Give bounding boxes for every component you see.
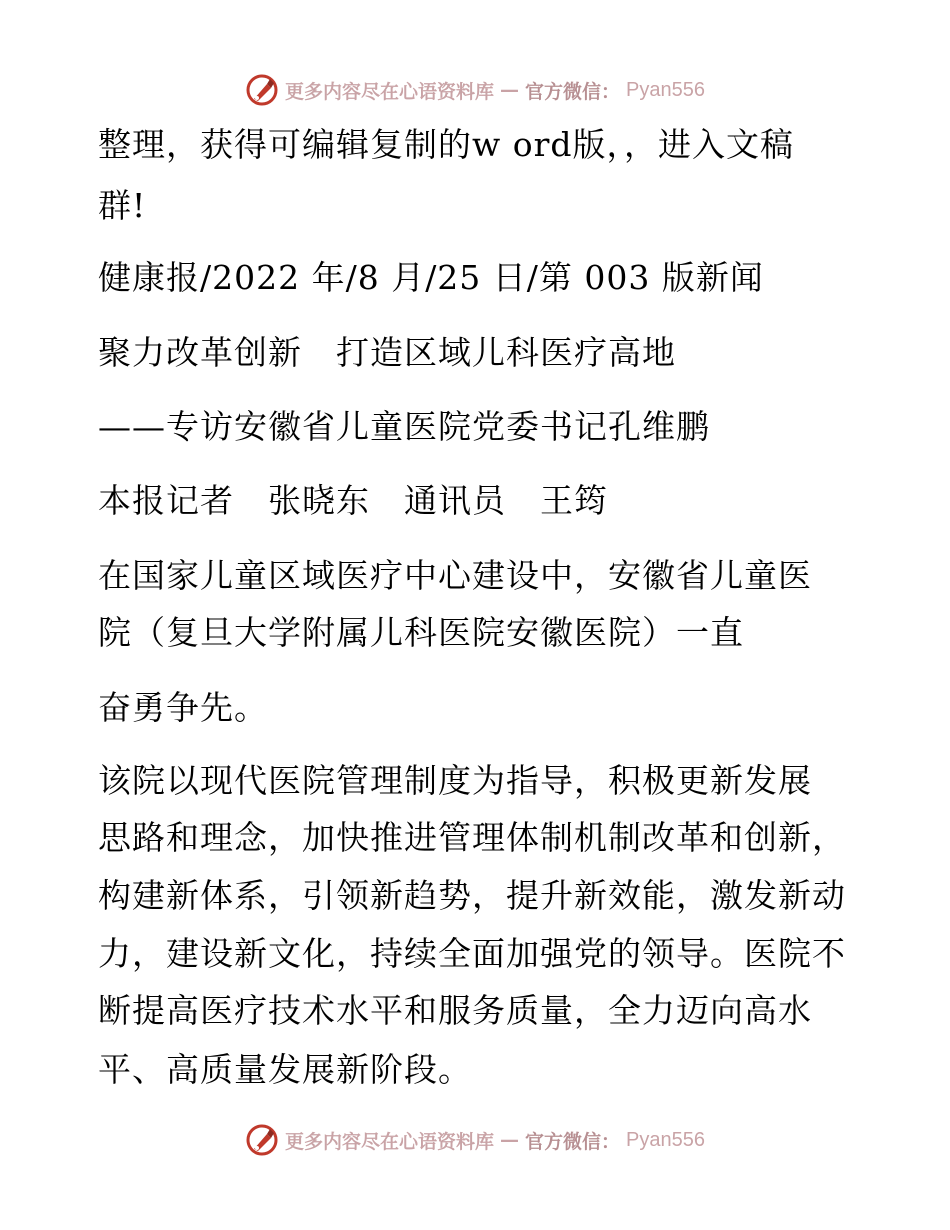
body-line: 院（复旦大学附属儿科医院安徽医院）一直 (98, 613, 744, 652)
watermark-dash: — (500, 79, 520, 101)
body-line: 思路和理念，加快推进管理体制机制改革和创新， (98, 818, 846, 857)
body-line: 整理，获得可编辑复制的w ord版，，进入文稿 (98, 125, 795, 164)
watermark-wechat-label: 官方微信： (525, 1130, 621, 1153)
pen-logo-icon (245, 73, 279, 107)
body-line: 构建新体系，引领新趋势，提升新效能，激发新动 (98, 876, 846, 915)
watermark-wechat-id: Pyan556 (626, 78, 705, 101)
watermark-text: 更多内容尽在心语资料库 (285, 80, 495, 103)
footer-watermark (0, 1120, 950, 1160)
watermark-dash: — (500, 1129, 520, 1151)
body-line: 在国家儿童区域医疗中心建设中，安徽省儿童医 (98, 556, 812, 595)
header-watermark (0, 70, 950, 110)
body-line: 断提高医疗技术水平和服务质量，全力迈向高水 (98, 991, 812, 1030)
body-line: 平、高质量发展新阶段。 (98, 1050, 472, 1089)
pen-logo-icon (245, 1123, 279, 1157)
body-line: 本报记者 张晓东 通讯员 王筠 (98, 481, 608, 520)
body-line: 健康报/2022 年/8 月/25 日/第 003 版新闻 (98, 258, 764, 297)
watermark-wechat-label: 官方微信： (525, 80, 621, 103)
watermark-wechat-id: Pyan556 (626, 1128, 705, 1151)
body-line: 聚力改革创新 打造区域儿科医疗高地 (98, 333, 676, 372)
body-line: ——专访安徽省儿童医院党委书记孔维鹏 (98, 407, 710, 446)
body-line: 力，建设新文化，持续全面加强党的领导。医院不 (98, 934, 846, 973)
body-line: 该院以现代医院管理制度为指导，积极更新发展 (98, 761, 812, 800)
body-line: 群! (98, 186, 147, 225)
watermark-text: 更多内容尽在心语资料库 (285, 1130, 495, 1153)
body-line: 奋勇争先。 (98, 688, 268, 727)
